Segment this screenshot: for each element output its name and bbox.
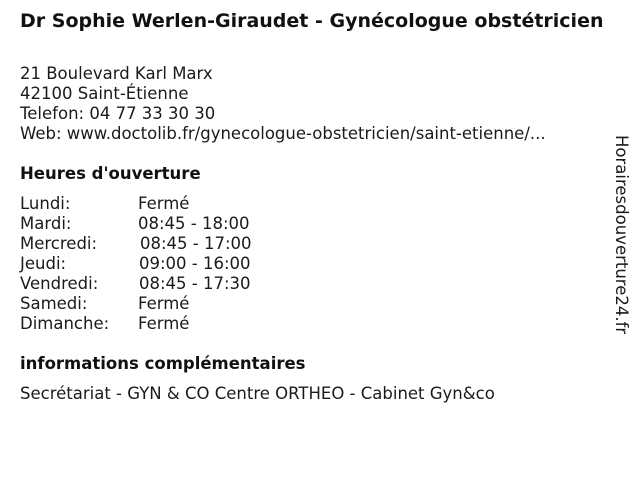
- day-hours: 09:00 - 16:00: [139, 254, 251, 273]
- day-label: Lundi:: [20, 194, 71, 213]
- opening-hours-table: [20, 194, 320, 334]
- day-label: Mercredi:: [20, 234, 98, 253]
- day-hours: 08:45 - 18:00: [138, 214, 250, 233]
- page-title: Dr Sophie Werlen-Giraudet - Gynécologue obstétricien: [20, 10, 604, 32]
- day-label: Samedi:: [20, 294, 88, 313]
- hours-row-friday: [20, 274, 320, 294]
- day-hours: Fermé: [138, 294, 190, 313]
- day-hours: Fermé: [138, 194, 190, 213]
- day-hours: Fermé: [138, 314, 190, 333]
- additional-info-heading: informations complémentaires: [20, 354, 306, 373]
- additional-info-text: Secrétariat - GYN & CO Centre ORTHEO - Cabinet Gyn&co: [20, 384, 495, 403]
- day-label: Mardi:: [20, 214, 72, 233]
- day-label: Dimanche:: [20, 314, 110, 333]
- street-address: 21 Boulevard Karl Marx: [20, 64, 213, 83]
- day-label: Jeudi:: [20, 254, 67, 273]
- day-hours: 08:45 - 17:00: [140, 234, 252, 253]
- hours-row-tuesday: [20, 214, 320, 234]
- opening-hours-heading: Heures d'ouverture: [20, 164, 201, 183]
- hours-row-saturday: [20, 294, 320, 314]
- city-address: 42100 Saint-Étienne: [20, 84, 189, 103]
- day-hours: 08:45 - 17:30: [139, 274, 251, 293]
- day-label: Vendredi:: [20, 274, 99, 293]
- hours-row-thursday: [20, 254, 320, 274]
- website-link[interactable]: Web: www.doctolib.fr/gynecologue-obstetricien/saint-etienne/...: [20, 124, 546, 143]
- contact-details: [20, 64, 546, 144]
- phone-number[interactable]: Telefon: 04 77 33 30 30: [20, 104, 216, 123]
- hours-row-monday: [20, 194, 320, 214]
- hours-row-sunday: [20, 314, 320, 334]
- site-watermark: Horairesdouverture24.fr: [612, 135, 631, 335]
- hours-row-wednesday: [20, 234, 320, 254]
